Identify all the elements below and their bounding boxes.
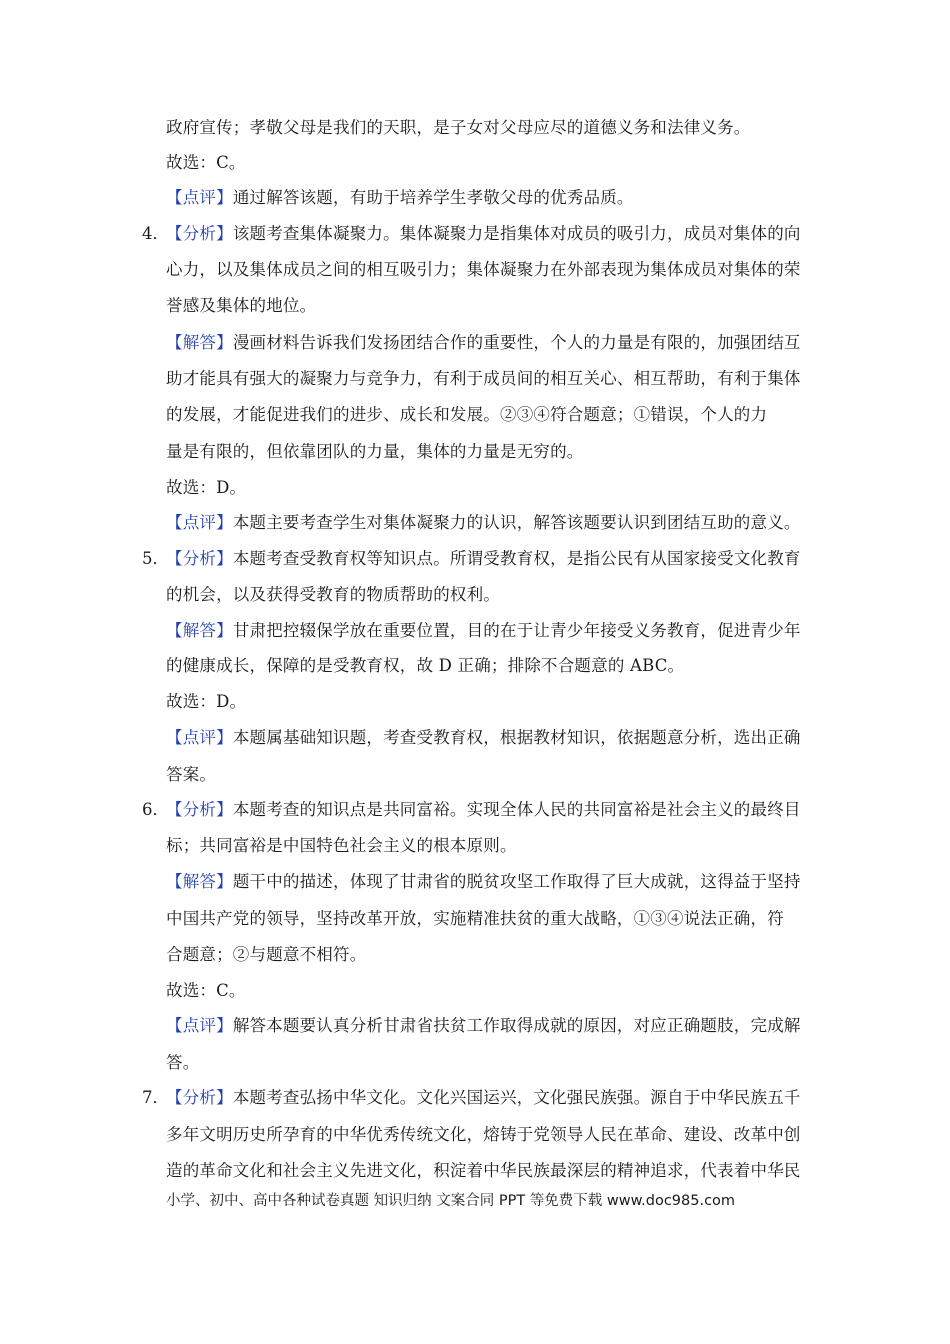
question-number: 4． [142,224,169,243]
analysis-line: 【分析】本题考查弘扬中华文化。文化兴国运兴，文化强民族强。源自于中华民族五千 [166,1088,801,1107]
comment-line: 【点评】本题主要考查学生对集体凝聚力的认识，解答该题要认识到团结互助的意义。 [166,513,801,532]
text-line: 的健康成长，保障的是受教育权，故 D 正确；排除不合题意的 ABC。 [166,656,685,675]
answer-tag: 【解答】 [166,621,233,640]
analysis-tag: 【分析】 [166,800,233,819]
comment-tag: 【点评】 [166,513,233,532]
answer-line: 【解答】甘肃把控辍保学放在重要位置，目的在于让青少年接受义务教育，促进青少年 [166,621,801,640]
text-line: 答案。 [166,765,217,784]
question-number: 7． [142,1088,169,1107]
text-line: 故选：D。 [166,692,247,711]
question-number: 5． [142,549,169,568]
comment-tag: 【点评】 [166,728,233,747]
comment-tag: 【点评】 [166,188,233,207]
text-line: 量是有限的，但依靠团队的力量，集体的力量是无穷的。 [166,442,584,461]
text-line: 答。 [166,1053,200,1072]
analysis-line: 【分析】本题考查的知识点是共同富裕。实现全体人民的共同富裕是社会主义的最终目 [166,800,801,819]
answer-tag: 【解答】 [166,333,233,352]
answer-line: 【解答】漫画材料告诉我们发扬团结合作的重要性，个人的力量是有限的，加强团结互 [166,333,801,352]
comment-line: 【点评】通过解答该题，有助于培养学生孝敬父母的优秀品质。 [166,188,634,207]
analysis-tag: 【分析】 [166,224,233,243]
comment-line: 【点评】解答本题要认真分析甘肃省扶贫工作取得成就的原因，对应正确题肢，完成解 [166,1016,801,1035]
text-line: 合题意；②与题意不相符。 [166,945,367,964]
question-number: 6． [142,800,169,819]
text-line: 标；共同富裕是中国特色社会主义的根本原则。 [166,836,517,855]
analysis-tag: 【分析】 [166,1088,233,1107]
text-line: 助才能具有强大的凝聚力与竞争力，有利于成员间的相互关心、相互帮助，有利于集体 [166,369,801,388]
answer-tag: 【解答】 [166,872,233,891]
comment-tag: 【点评】 [166,1016,233,1035]
text-line: 誉感及集体的地位。 [166,296,317,315]
text-line: 故选：D。 [166,478,247,497]
text-line: 造的革命文化和社会主义先进文化，积淀着中华民族最深层的精神追求，代表着中华民 [166,1161,801,1180]
answer-line: 【解答】题干中的描述，体现了甘肃省的脱贫攻坚工作取得了巨大成就，这得益于坚持 [166,872,801,891]
text-line: 的机会，以及获得受教育的物质帮助的权利。 [166,585,500,604]
text-line: 故选：C。 [166,153,246,172]
text-line: 心力，以及集体成员之间的相互吸引力；集体凝聚力在外部表现为集体成员对集体的荣 [166,260,801,279]
text-line: 多年文明历史所孕育的中华优秀传统文化，熔铸于党领导人民在革命、建设、改革中创 [166,1125,801,1144]
text-line: 中国共产党的领导，坚持改革开放，实施精准扶贫的重大战略，①③④说法正确，符 [166,909,784,928]
analysis-line: 【分析】本题考查受教育权等知识点。所谓受教育权，是指公民有从国家接受文化教育 [166,549,801,568]
text-line: 政府宣传；孝敬父母是我们的天职，是子女对父母应尽的道德义务和法律义务。 [166,118,751,137]
analysis-tag: 【分析】 [166,549,233,568]
comment-line: 【点评】本题属基础知识题，考查受教育权，根据教材知识，依据题意分析，选出正确 [166,728,801,747]
footer-banner: 小学、初中、高中各种试卷真题 知识归纳 文案合同 PPT 等免费下载 www.doc985.com [166,1193,736,1209]
analysis-line: 【分析】该题考查集体凝聚力。集体凝聚力是指集体对成员的吸引力，成员对集体的向 [166,224,801,243]
text-line: 的发展，才能促进我们的进步、成长和发展。②③④符合题意；①错误，个人的力 [166,405,768,424]
text-line: 故选：C。 [166,981,246,1000]
